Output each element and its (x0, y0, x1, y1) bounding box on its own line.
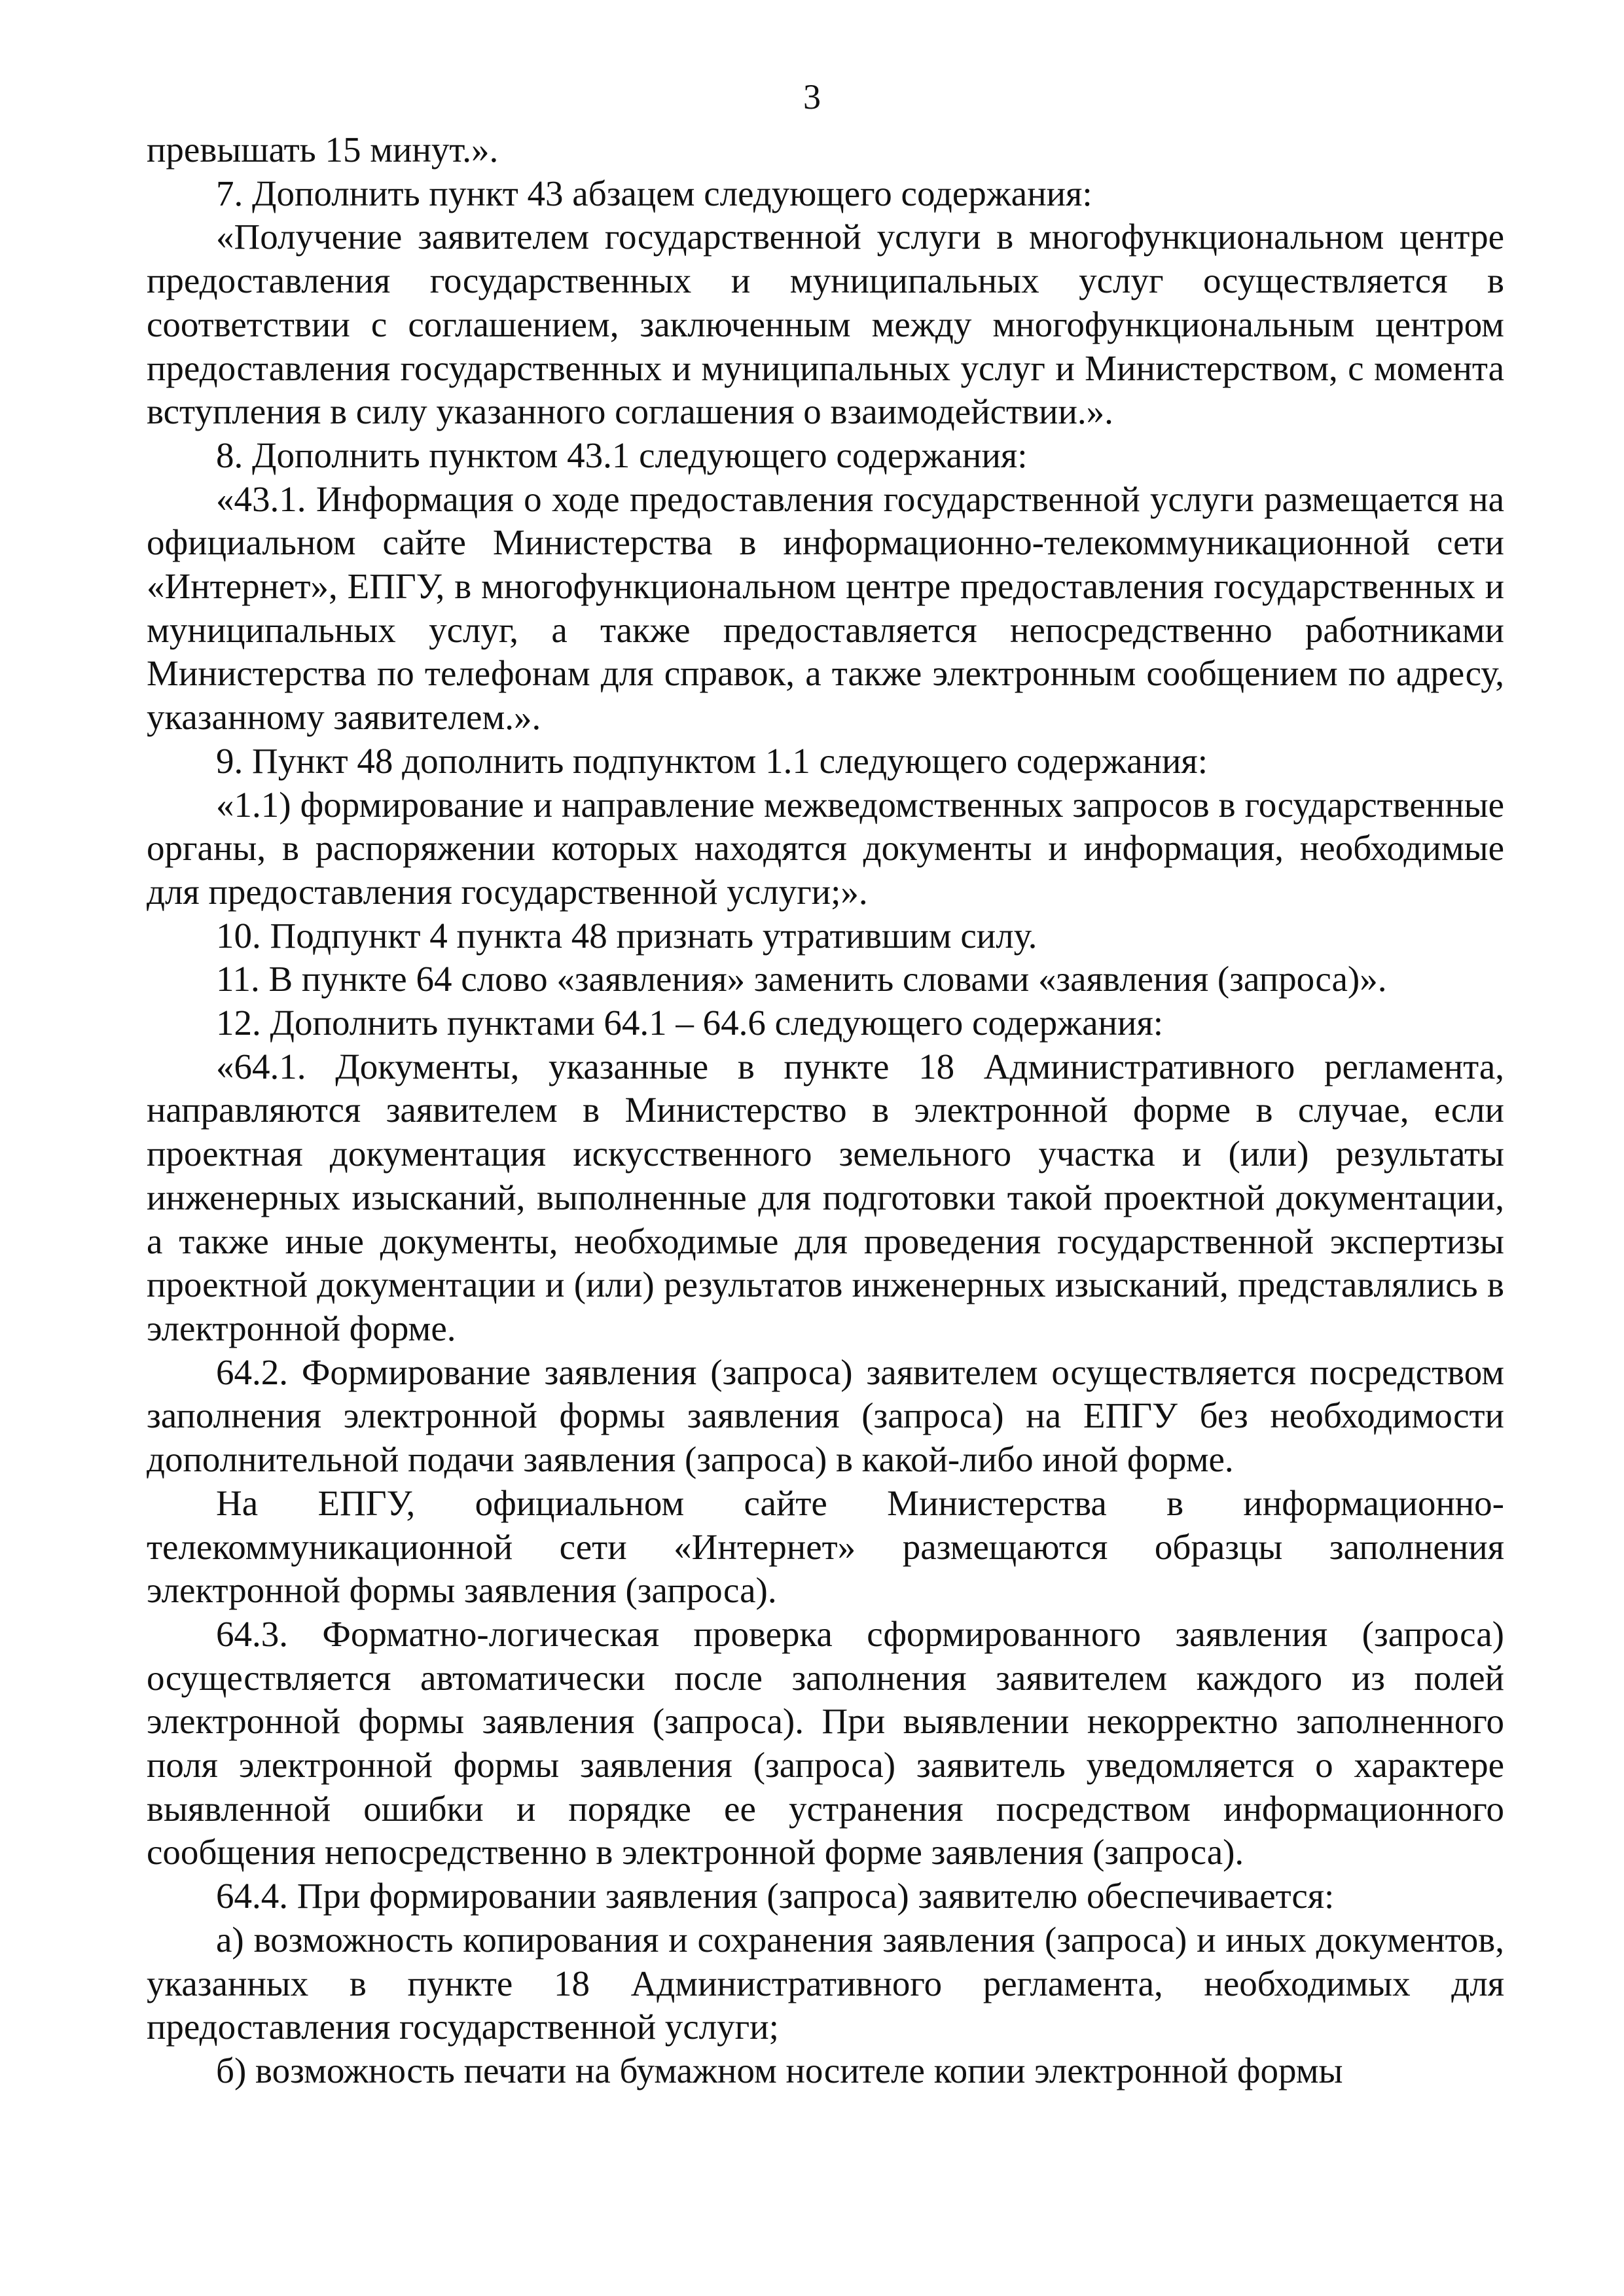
document-body (147, 128, 1504, 2093)
clause-64-4-b: б) возможность печати на бумажном носителе копии электронной формы (216, 2050, 1343, 2090)
clause-64-1: «64.1. Документы, указанные в пункте 18 Административного регламента, направляются заявителем в Министерство в электронной форме в случае, если проектная документация искусственного земельного участка и (или) результаты инженерных изысканий, выполненные для подготовки такой проектной документации, а также иные документы, необходимые для проведения государственной экспертизы проектной документации и (или) результатов инженерных изысканий, представлялись в электронной форме. (147, 1046, 1504, 1348)
item-9-heading: 9. Пункт 48 дополнить подпунктом 1.1 следующего содержания: (216, 740, 1208, 781)
item-7-text: «Получение заявителем государственной услуги в многофункциональном центре предоставления государственных и муниципальных услуг осуществляется в соответствии с соглашением, заключенным между многофункциональным центром предоставления государственных и муниципальных услуг и Министерством, с момента вступления в силу указанного соглашения о взаимодействии.». (147, 217, 1504, 432)
clause-64-3: 64.3. Форматно-логическая проверка сформированного заявления (запроса) осуществляется автоматически после заполнения заявителем каждого из полей электронной формы заявления (запроса). При выявлении некорректно заполненного поля электронной формы заявления (запроса) заявитель уведомляется о характере выявленной ошибки и порядке ее устранения посредством информационного сообщения непосредственно в электронной форме заявления (запроса). (147, 1613, 1504, 1873)
item-12-heading: 12. Дополнить пунктами 64.1 – 64.6 следующего содержания: (216, 1003, 1164, 1043)
clause-64-4-a: а) возможность копирования и сохранения заявления (запроса) и иных документов, указанных в пункте 18 Административного регламента, необходимых для предоставления государственной услуги; (147, 1919, 1504, 2047)
clause-64-4: 64.4. При формировании заявления (запроса) заявителю обеспечивается: (216, 1876, 1335, 1916)
item-7-heading: 7. Дополнить пункт 43 абзацем следующего содержания: (216, 173, 1092, 213)
item-9-text: «1.1) формирование и направление межведомственных запросов в государственные органы, в распоряжении которых находятся документы и информация, необходимые для предоставления государственной услуги;». (147, 784, 1504, 912)
item-11: 11. В пункте 64 слово «заявления» заменить словами «заявления (запроса)». (216, 959, 1387, 999)
item-8-heading: 8. Дополнить пунктом 43.1 следующего содержания: (216, 435, 1028, 475)
item-10: 10. Подпункт 4 пункта 48 признать утратившим силу. (216, 915, 1038, 956)
clause-64-2: 64.2. Формирование заявления (запроса) заявителем осуществляется посредством заполнения электронной формы заявления (запроса) на ЕПГУ без необходимости дополнительной подачи заявления (запроса) в какой-либо иной форме. (147, 1352, 1504, 1480)
clause-64-2-samples: На ЕПГУ, официальном сайте Министерства в информационно-телекоммуникационной сети «Интернет» размещаются образцы заполнения электронной формы заявления (запроса). (147, 1482, 1504, 1611)
page-number: 3 (803, 77, 821, 117)
paragraph-continuation: превышать 15 минут.». (147, 130, 499, 170)
item-8-text: «43.1. Информация о ходе предоставления государственной услуги размещается на официальном сайте Министерства в информационно-телекоммуникационной сети «Интернет», ЕПГУ, в многофункциональном центре предоставления государственных и муниципальных услуг, а также предоставляется непосредственно работниками Министерства по телефонам для справок, а также электронным сообщением по адресу, указанному заявителем.». (147, 478, 1504, 738)
